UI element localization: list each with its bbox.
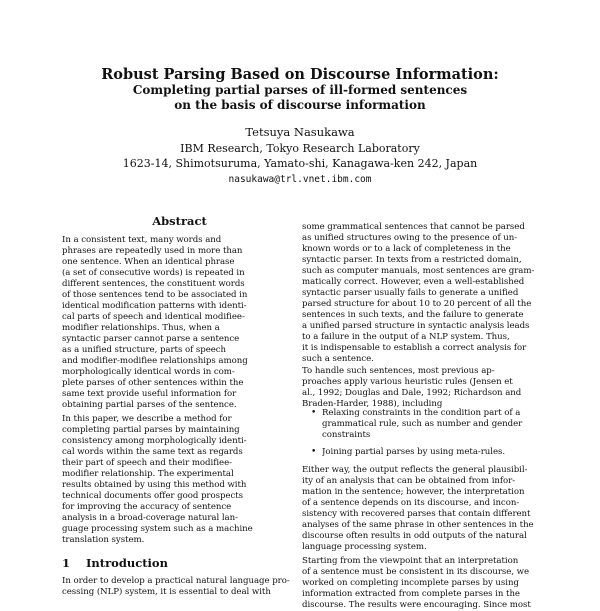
body-line: al., 1992; Douglas and Dale, 1992; Richardson and bbox=[302, 388, 522, 398]
body-line: discourse. The results were encouraging. Since most bbox=[302, 600, 531, 610]
abstract-line: completing partial parses by maintaining bbox=[62, 425, 240, 435]
body-line: To handle such sentences, most previous ap- bbox=[302, 366, 495, 376]
body-line: to a failure in the output of a NLP system. Thus, bbox=[302, 332, 510, 342]
abstract-line: In this paper, we describe a method for bbox=[62, 414, 232, 424]
abstract-line: phrases are repeatedly used in more than bbox=[62, 246, 243, 256]
abstract-line: technical documents offer good prospects bbox=[62, 491, 243, 501]
body-line: ity of an analysis that can be obtained from infor- bbox=[302, 476, 516, 486]
body-line: known words or to a lack of completeness in the bbox=[302, 244, 511, 254]
body-line: such a sentence. bbox=[302, 354, 374, 364]
abstract-line: translation system. bbox=[62, 535, 145, 545]
abstract-line: analysis in a broad-coverage natural lan- bbox=[62, 513, 238, 523]
body-line: syntactic parser. In texts from a restricted domain, bbox=[302, 255, 522, 265]
introduction-line: In order to develop a practical natural language pro- bbox=[62, 576, 290, 586]
body-line: Starting from the viewpoint that an interpretation bbox=[302, 556, 519, 566]
abstract-line: same text provide useful information for bbox=[62, 389, 237, 399]
abstract-line: In a consistent text, many words and bbox=[62, 235, 222, 245]
abstract-line: one sentence. When an identical phrase bbox=[62, 257, 235, 267]
body-line: worked on completing incomplete parses by using bbox=[302, 578, 519, 588]
body-line: of a sentence depends on its discourse, and incon- bbox=[302, 498, 520, 508]
bullet-line: Joining partial parses by using meta-rules. bbox=[322, 447, 506, 457]
body-line: syntactic parser usually fails to generate a unified bbox=[302, 288, 519, 298]
paper-title: Robust Parsing Based on Discourse Information: bbox=[101, 66, 499, 83]
bullet-line: constraints bbox=[322, 430, 371, 440]
section-number: 1 bbox=[62, 556, 71, 570]
introduction-heading bbox=[62, 556, 168, 570]
abstract-heading: Abstract bbox=[152, 214, 207, 228]
body-line: some grammatical sentences that cannot be parsed bbox=[302, 222, 525, 232]
abstract-line: and modifier-modifiee relationships among bbox=[62, 356, 248, 366]
abstract-line: guage processing system such as a machine bbox=[62, 524, 253, 534]
body-line: parsed structure for about 10 to 20 percent of all the bbox=[302, 299, 532, 309]
body-line: language processing system. bbox=[302, 542, 427, 552]
body-line: analyses of the same phrase in other sentences in the bbox=[302, 520, 534, 530]
abstract-line: consistency among morphologically identi- bbox=[62, 436, 247, 446]
body-line: sistency with recovered parses that contain different bbox=[302, 509, 531, 519]
author-address: 1623-14, Shimotsuruma, Yamato-shi, Kanagawa-ken 242, Japan bbox=[122, 157, 478, 170]
body-line: of a sentence must be consistent in its discourse, we bbox=[302, 567, 530, 577]
author-name: Tetsuya Nasukawa bbox=[245, 125, 355, 139]
body-line: Braden-Harder, 1988), including bbox=[302, 399, 443, 409]
bullet-line: grammatical rule, such as number and gender bbox=[322, 419, 523, 429]
body-line: discourse often results in odd outputs of the natural bbox=[302, 531, 527, 541]
abstract-line: modifier relationships. Thus, when a bbox=[62, 323, 220, 333]
paper-subtitle-line-2: on the basis of discourse information bbox=[174, 98, 426, 112]
bullet-icon: • bbox=[311, 447, 317, 457]
abstract-line: cal words within the same text as regards bbox=[62, 447, 243, 457]
abstract-line: identical modification patterns with identi- bbox=[62, 301, 247, 311]
body-line: sentences in such texts, and the failure to generate bbox=[302, 310, 524, 320]
introduction-line: cessing (NLP) system, it is essential to deal with bbox=[62, 587, 271, 597]
abstract-line: syntactic parser cannot parse a sentence bbox=[62, 334, 240, 344]
abstract-line: (a set of consecutive words) is repeated in bbox=[62, 268, 245, 278]
body-line: such as computer manuals, most sentences are gram- bbox=[302, 266, 535, 276]
body-line: mation in the sentence; however, the interpretation bbox=[302, 487, 525, 497]
author-affiliation: IBM Research, Tokyo Research Laboratory bbox=[180, 142, 420, 155]
body-line: as unified structures owing to the presence of un- bbox=[302, 233, 518, 243]
body-line: proaches apply various heuristic rules (Jensen et bbox=[302, 377, 513, 387]
section-title: Introduction bbox=[86, 556, 168, 570]
abstract-line: for improving the accuracy of sentence bbox=[62, 502, 232, 512]
abstract-line: obtaining partial parses of the sentence. bbox=[62, 400, 237, 410]
abstract-line: cal parts of speech and identical modifiee- bbox=[62, 312, 245, 322]
abstract-line: different sentences, the constituent words bbox=[62, 279, 245, 289]
abstract-line: results obtained by using this method with bbox=[62, 480, 247, 490]
body-line: information extracted from complete parses in the bbox=[302, 589, 520, 599]
body-line: it is indispensable to establish a correct analysis for bbox=[302, 343, 527, 353]
body-line: matically correct. However, even a well-established bbox=[302, 277, 525, 287]
abstract-line: as a unified structure, parts of speech bbox=[62, 345, 227, 355]
abstract-line: of those sentences tend to be associated in bbox=[62, 290, 248, 300]
abstract-line: plete parses of other sentences within the bbox=[62, 378, 244, 388]
author-email: nasukawa@trl.vnet.ibm.com bbox=[228, 174, 372, 185]
abstract-line: modifier relationship. The experimental bbox=[62, 469, 234, 479]
body-line: a unified parsed structure in syntactic analysis leads bbox=[302, 321, 530, 331]
paper-subtitle-line-1: Completing partial parses of ill-formed sentences bbox=[132, 83, 468, 97]
bullet-icon: • bbox=[311, 408, 317, 418]
abstract-line: their part of speech and their modifiee- bbox=[62, 458, 232, 468]
body-line: Either way, the output reflects the general plausibil- bbox=[302, 465, 528, 475]
abstract-line: morphologically identical words in com- bbox=[62, 367, 235, 377]
bullet-line: Relaxing constraints in the condition part of a bbox=[322, 408, 521, 418]
